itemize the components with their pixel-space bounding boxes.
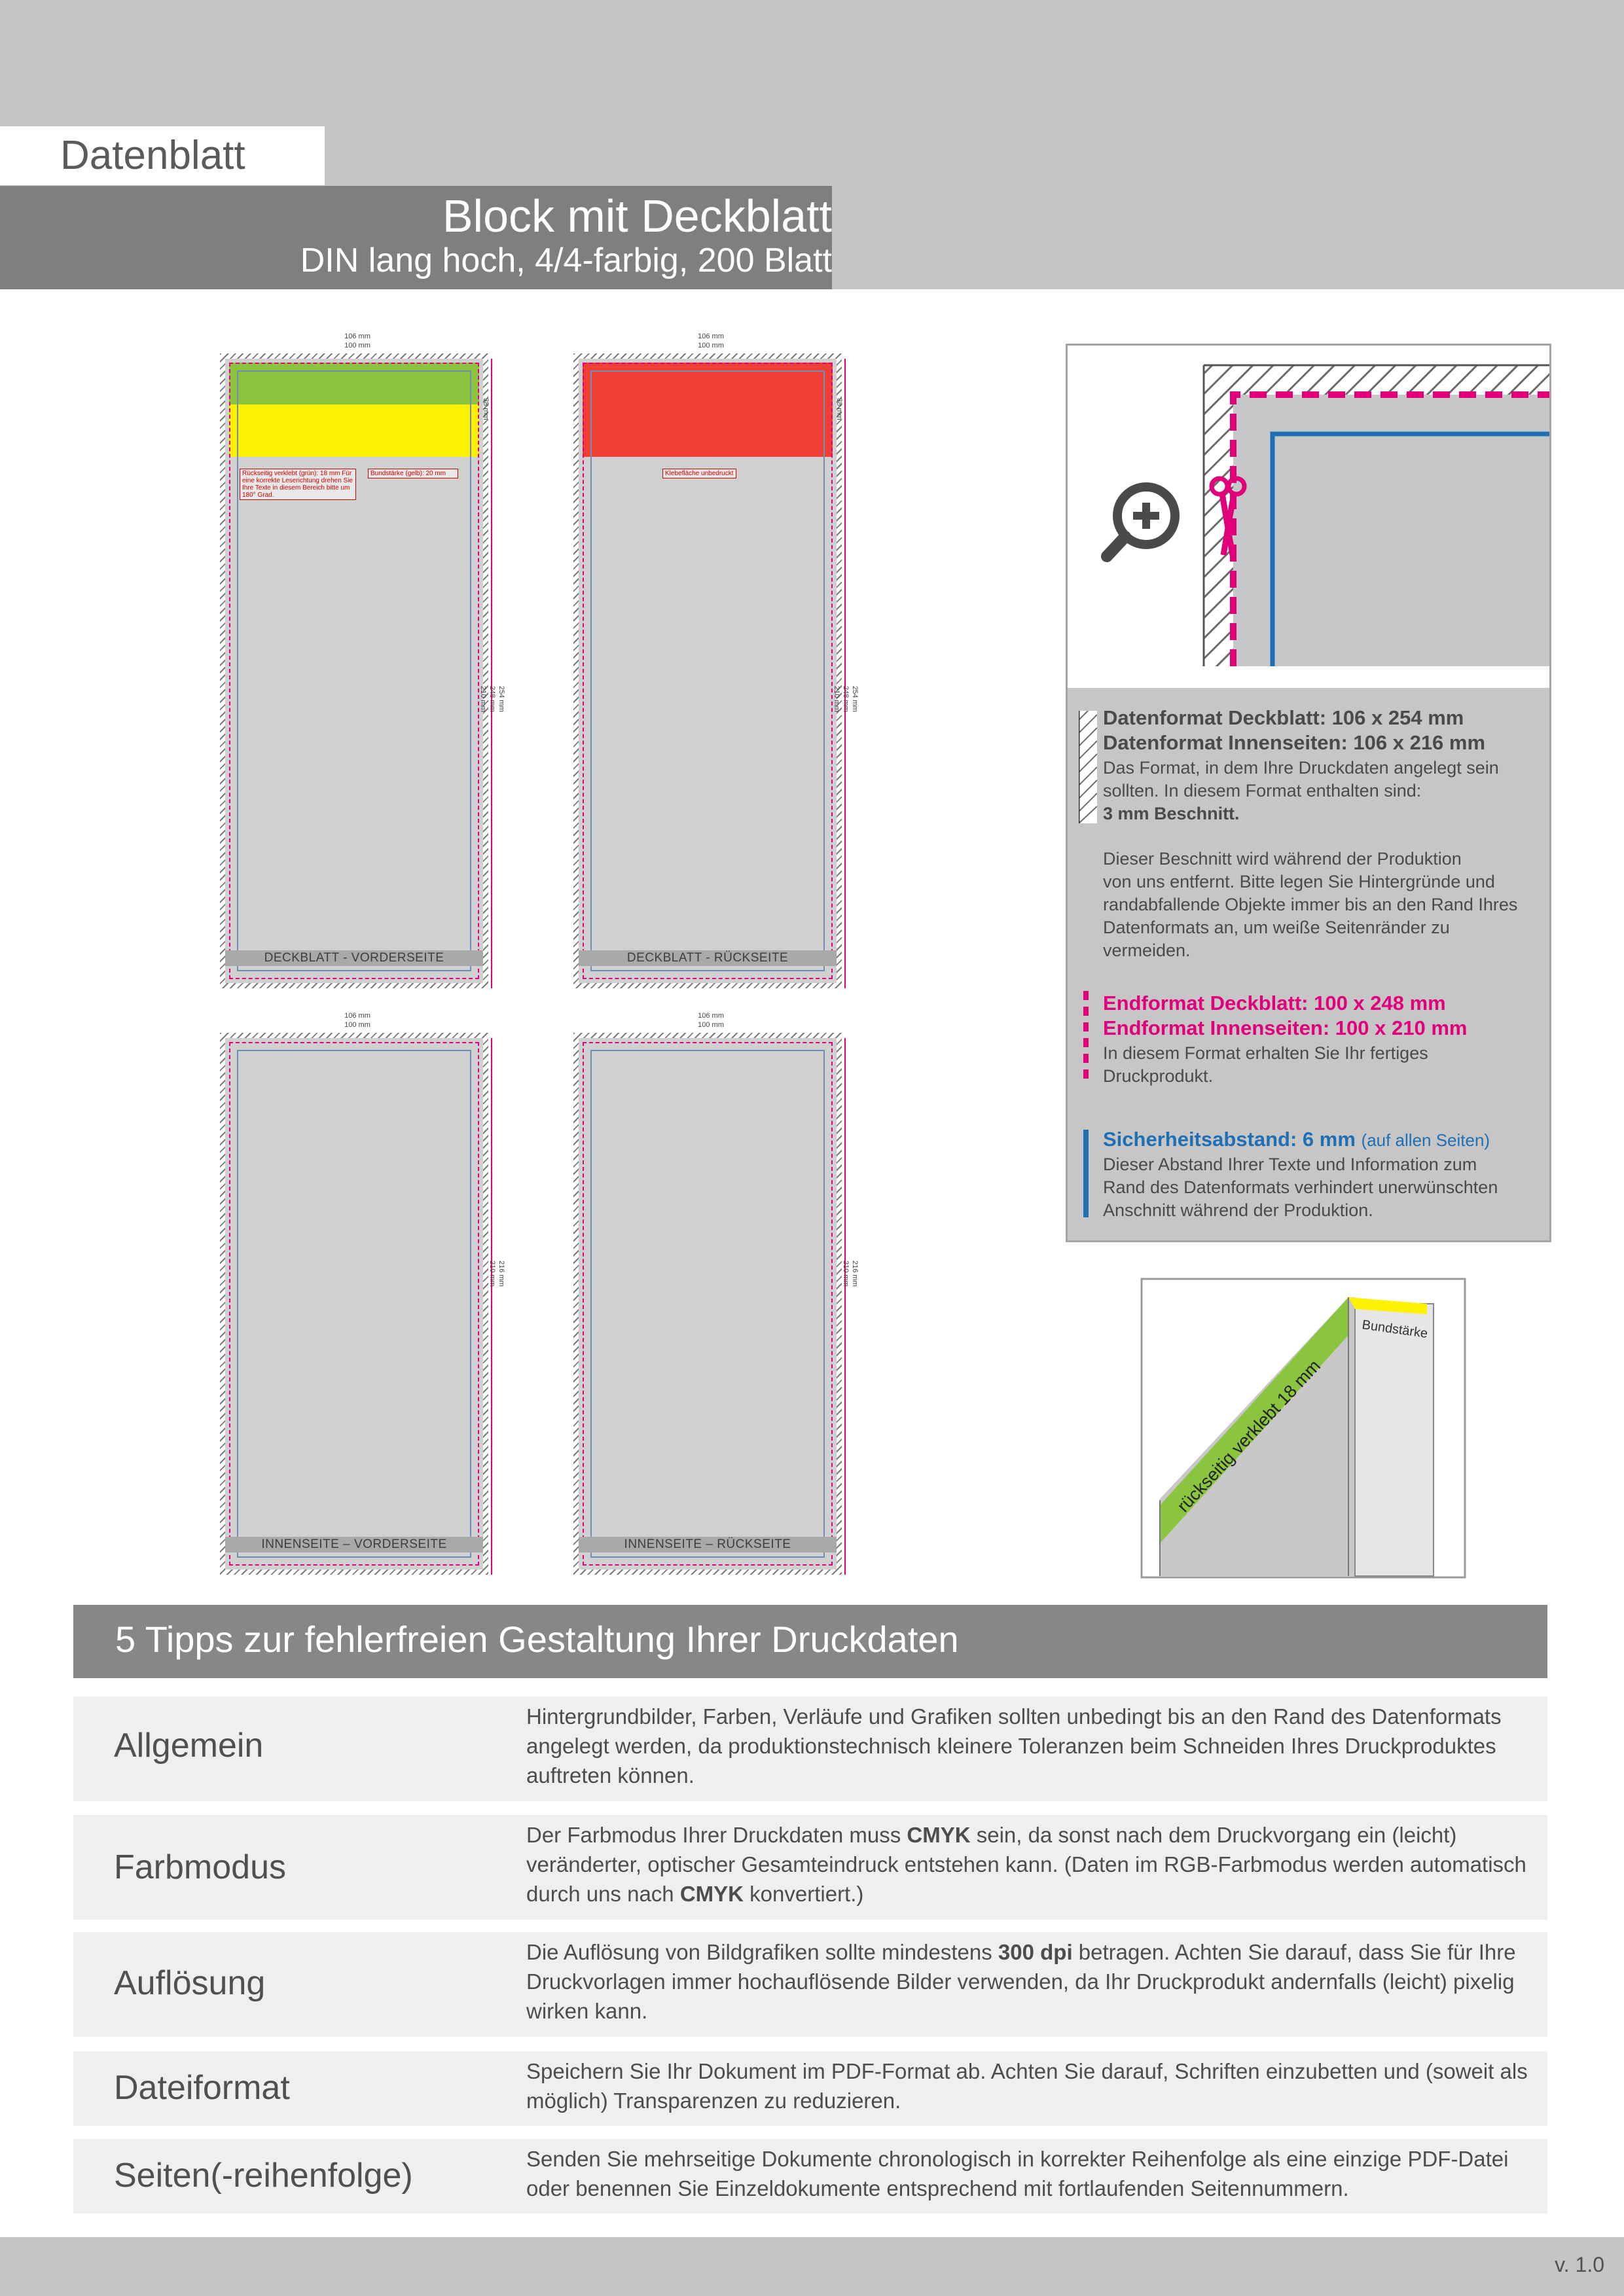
safe-line: [590, 1050, 825, 1558]
dim-line: [491, 1038, 492, 1575]
dim-width-inner: 100 mm: [698, 1021, 724, 1029]
tip-text-part: Die Auflösung von Bildgrafiken sollte mindestens: [526, 1940, 998, 1964]
dim-width-inner: 100 mm: [344, 342, 370, 350]
safe-text-a: Dieser Abstand Ihrer Texte und Information zum: [1103, 1155, 1477, 1174]
dim-width-outer: 106 mm: [344, 1012, 370, 1020]
tip-text-bold: CMYK: [907, 1823, 971, 1847]
trim-swatch-icon: [1083, 991, 1089, 1080]
safe-text-b: Rand des Datenformats verhindert unerwünschten: [1103, 1177, 1498, 1197]
end-text-b: Druckprodukt.: [1103, 1066, 1214, 1086]
sheet-inner-front: [220, 1012, 505, 1575]
format-head-2: Datenformat Innenseiten: 106 x 216 mm: [1103, 731, 1486, 754]
glued-label: rückseitig verklebt 18 mm: [1173, 1355, 1325, 1516]
tip-text-bold: CMYK: [679, 1882, 744, 1906]
safe-text-c: Anschnitt während der Produktion.: [1103, 1200, 1373, 1220]
dim-height-outer: 254 mm: [497, 686, 505, 712]
dim-height-trim: 210 mm: [842, 1261, 850, 1287]
dim-line: [844, 1038, 846, 1575]
dim-line: [491, 359, 492, 988]
dim-width-outer: 106 mm: [698, 1012, 724, 1020]
tip-text: Speichern Sie Ihr Dokument im PDF-Format ab. Achten Sie darauf, Schriften einzubetten und (soweit als möglich) Transparenzen zu reduzieren.: [526, 2059, 1528, 2113]
version-label: v. 1.0: [1555, 2253, 1604, 2276]
bleed-text-c: randabfallende Objekte immer bis an den Rand Ihres: [1103, 895, 1518, 914]
dim-height-outer: 216 mm: [851, 1261, 859, 1287]
sheet-label: DECKBLATT - VORDERSEITE: [225, 950, 483, 966]
tip-row: [73, 1696, 1547, 1801]
tip-label: Dateiformat: [114, 2069, 290, 2107]
dim-width-inner: 100 mm: [344, 1021, 370, 1029]
page-subtitle: DIN lang hoch, 4/4-farbig, 200 Blatt: [300, 242, 832, 279]
end-head-1: Endformat Deckblatt: 100 x 248 mm: [1103, 992, 1446, 1014]
dim-height-trim: 248 mm: [488, 686, 496, 712]
tip-text: [526, 1820, 1534, 1909]
bleed-text-a: Dieser Beschnitt wird während der Produktion: [1103, 849, 1462, 869]
safe-swatch-icon: [1083, 1130, 1089, 1217]
safe-line: [237, 1050, 471, 1558]
dim-height-outer: 216 mm: [497, 1261, 505, 1287]
end-text-a: In diesem Format erhalten Sie Ihr fertiges: [1103, 1043, 1428, 1063]
dim-width-inner: 100 mm: [698, 342, 724, 350]
safe-head-note: (auf allen Seiten): [1361, 1130, 1490, 1150]
dim-height-outer: 254 mm: [851, 686, 859, 712]
end-head-2: Endformat Innenseiten: 100 x 210 mm: [1103, 1016, 1468, 1039]
tip-text-part: betragen. Achten Sie darauf, dass Sie für Ihre Druckvorlagen immer hochauflösende Bilder verwenden, da Ihr Druckprodukt andernfalls (leicht) pixelig wirken kann.: [526, 1940, 1516, 2023]
note-green: Rückseitig verklebt (grün): 18 mm Für eine korrekte Leserichtung drehen Sie Ihre Texte in diesem Bereich bitte um 180° Grad.: [240, 469, 356, 500]
datenblatt-kicker: Datenblatt: [60, 133, 245, 178]
tip-label: Farbmodus: [114, 1848, 286, 1886]
tip-text: Hintergrundbilder, Farben, Verläufe und Grafiken sollten unbedingt bis an den Rand des Datenformats angelegt werden, da produktionstechnisch kleinere Toleranzen beim Schneiden Ihres Druckproduktes auftreten können.: [526, 1704, 1502, 1787]
dim-height-trim: 210 mm: [488, 1261, 496, 1287]
safe-head: [1103, 1127, 1490, 1153]
safe-head-text: Sicherheitsabstand: 6 mm: [1103, 1128, 1356, 1151]
safe-line: [237, 370, 471, 971]
tips-title: 5 Tipps zur fehlerfreien Gestaltung Ihrer Druckdaten: [115, 1619, 959, 1660]
dim-line: [844, 359, 846, 988]
format-text-b: sollten. In diesem Format enthalten sind:: [1103, 781, 1422, 800]
dim-height-safe: 210 mm: [833, 686, 840, 712]
sheet-inner-back: [573, 1012, 859, 1575]
magnifier-plus-icon: [1107, 487, 1175, 556]
tip-text-part: konvertiert.): [744, 1882, 864, 1906]
tip-text: [526, 1937, 1534, 2026]
spine-label: Bundstärke: [1361, 1318, 1429, 1342]
format-text-bold: 3 mm Beschnitt.: [1103, 804, 1240, 823]
binding-illustration: [1140, 1278, 1466, 1579]
note-yellow: Bundstärke (gelb): 20 mm: [368, 469, 458, 478]
dim-width-outer: 106 mm: [344, 332, 370, 340]
note-back: Klebefläche unbedruckt: [662, 469, 736, 478]
tip-row: [73, 2139, 1547, 2214]
dim-strip-height: 38 mm: [482, 398, 490, 420]
sheet-cover-front: [220, 332, 505, 988]
tip-text-bold: 300 dpi: [998, 1940, 1073, 1964]
page-title: Block mit Deckblatt: [442, 190, 832, 242]
tip-row: [73, 2051, 1547, 2126]
tip-label: Allgemein: [114, 1727, 264, 1765]
bleed-text-e: vermeiden.: [1103, 941, 1191, 960]
tip-label: Seiten(-reihenfolge): [114, 2157, 413, 2195]
tip-row: [73, 1815, 1547, 1920]
dim-width-outer: 106 mm: [698, 332, 724, 340]
tip-label: Auflösung: [114, 1964, 266, 2002]
format-head-1: Datenformat Deckblatt: 106 x 254 mm: [1103, 706, 1464, 729]
sheet-cover-back: [573, 332, 859, 988]
bleed-text-d: Datenformats an, um weiße Seitenränder zu: [1103, 918, 1450, 937]
format-text-a: Das Format, in dem Ihre Druckdaten angelegt sein: [1103, 758, 1499, 778]
tip-row: [73, 1932, 1547, 2037]
zoom-illustration: [1068, 346, 1549, 686]
sheet-label: DECKBLATT - RÜCKSEITE: [579, 950, 837, 966]
bleed-text-b: von uns entfernt. Bitte legen Sie Hintergründe und: [1103, 872, 1495, 891]
tip-text-part: sein, da sonst nach dem Druckvorgang ein (leicht) veränderter, optischer Gesamteindruck entstehen kann. (Daten im RGB-Farbmodus werden automatisch durch uns nach: [526, 1823, 1526, 1906]
dim-height-safe: 210 mm: [479, 686, 487, 712]
sheet-label: INNENSEITE – VORDERSEITE: [225, 1537, 483, 1552]
tip-text-part: Der Farbmodus Ihrer Druckdaten muss: [526, 1823, 907, 1847]
tip-text: Senden Sie mehrseitige Dokumente chronologisch in korrekter Reihenfolge als eine einzige PDF-Datei oder benennen Sie Einzeldokumente entsprechend mit fortlaufenden Seitennummern.: [526, 2147, 1509, 2200]
footer-band: [0, 2237, 1624, 2296]
dim-height-trim: 248 mm: [842, 686, 850, 712]
sheet-label: INNENSEITE – RÜCKSEITE: [579, 1537, 837, 1552]
bleed-swatch-icon: [1079, 711, 1097, 823]
safe-line: [590, 370, 825, 971]
dim-strip-height: 38 mm: [835, 398, 843, 420]
